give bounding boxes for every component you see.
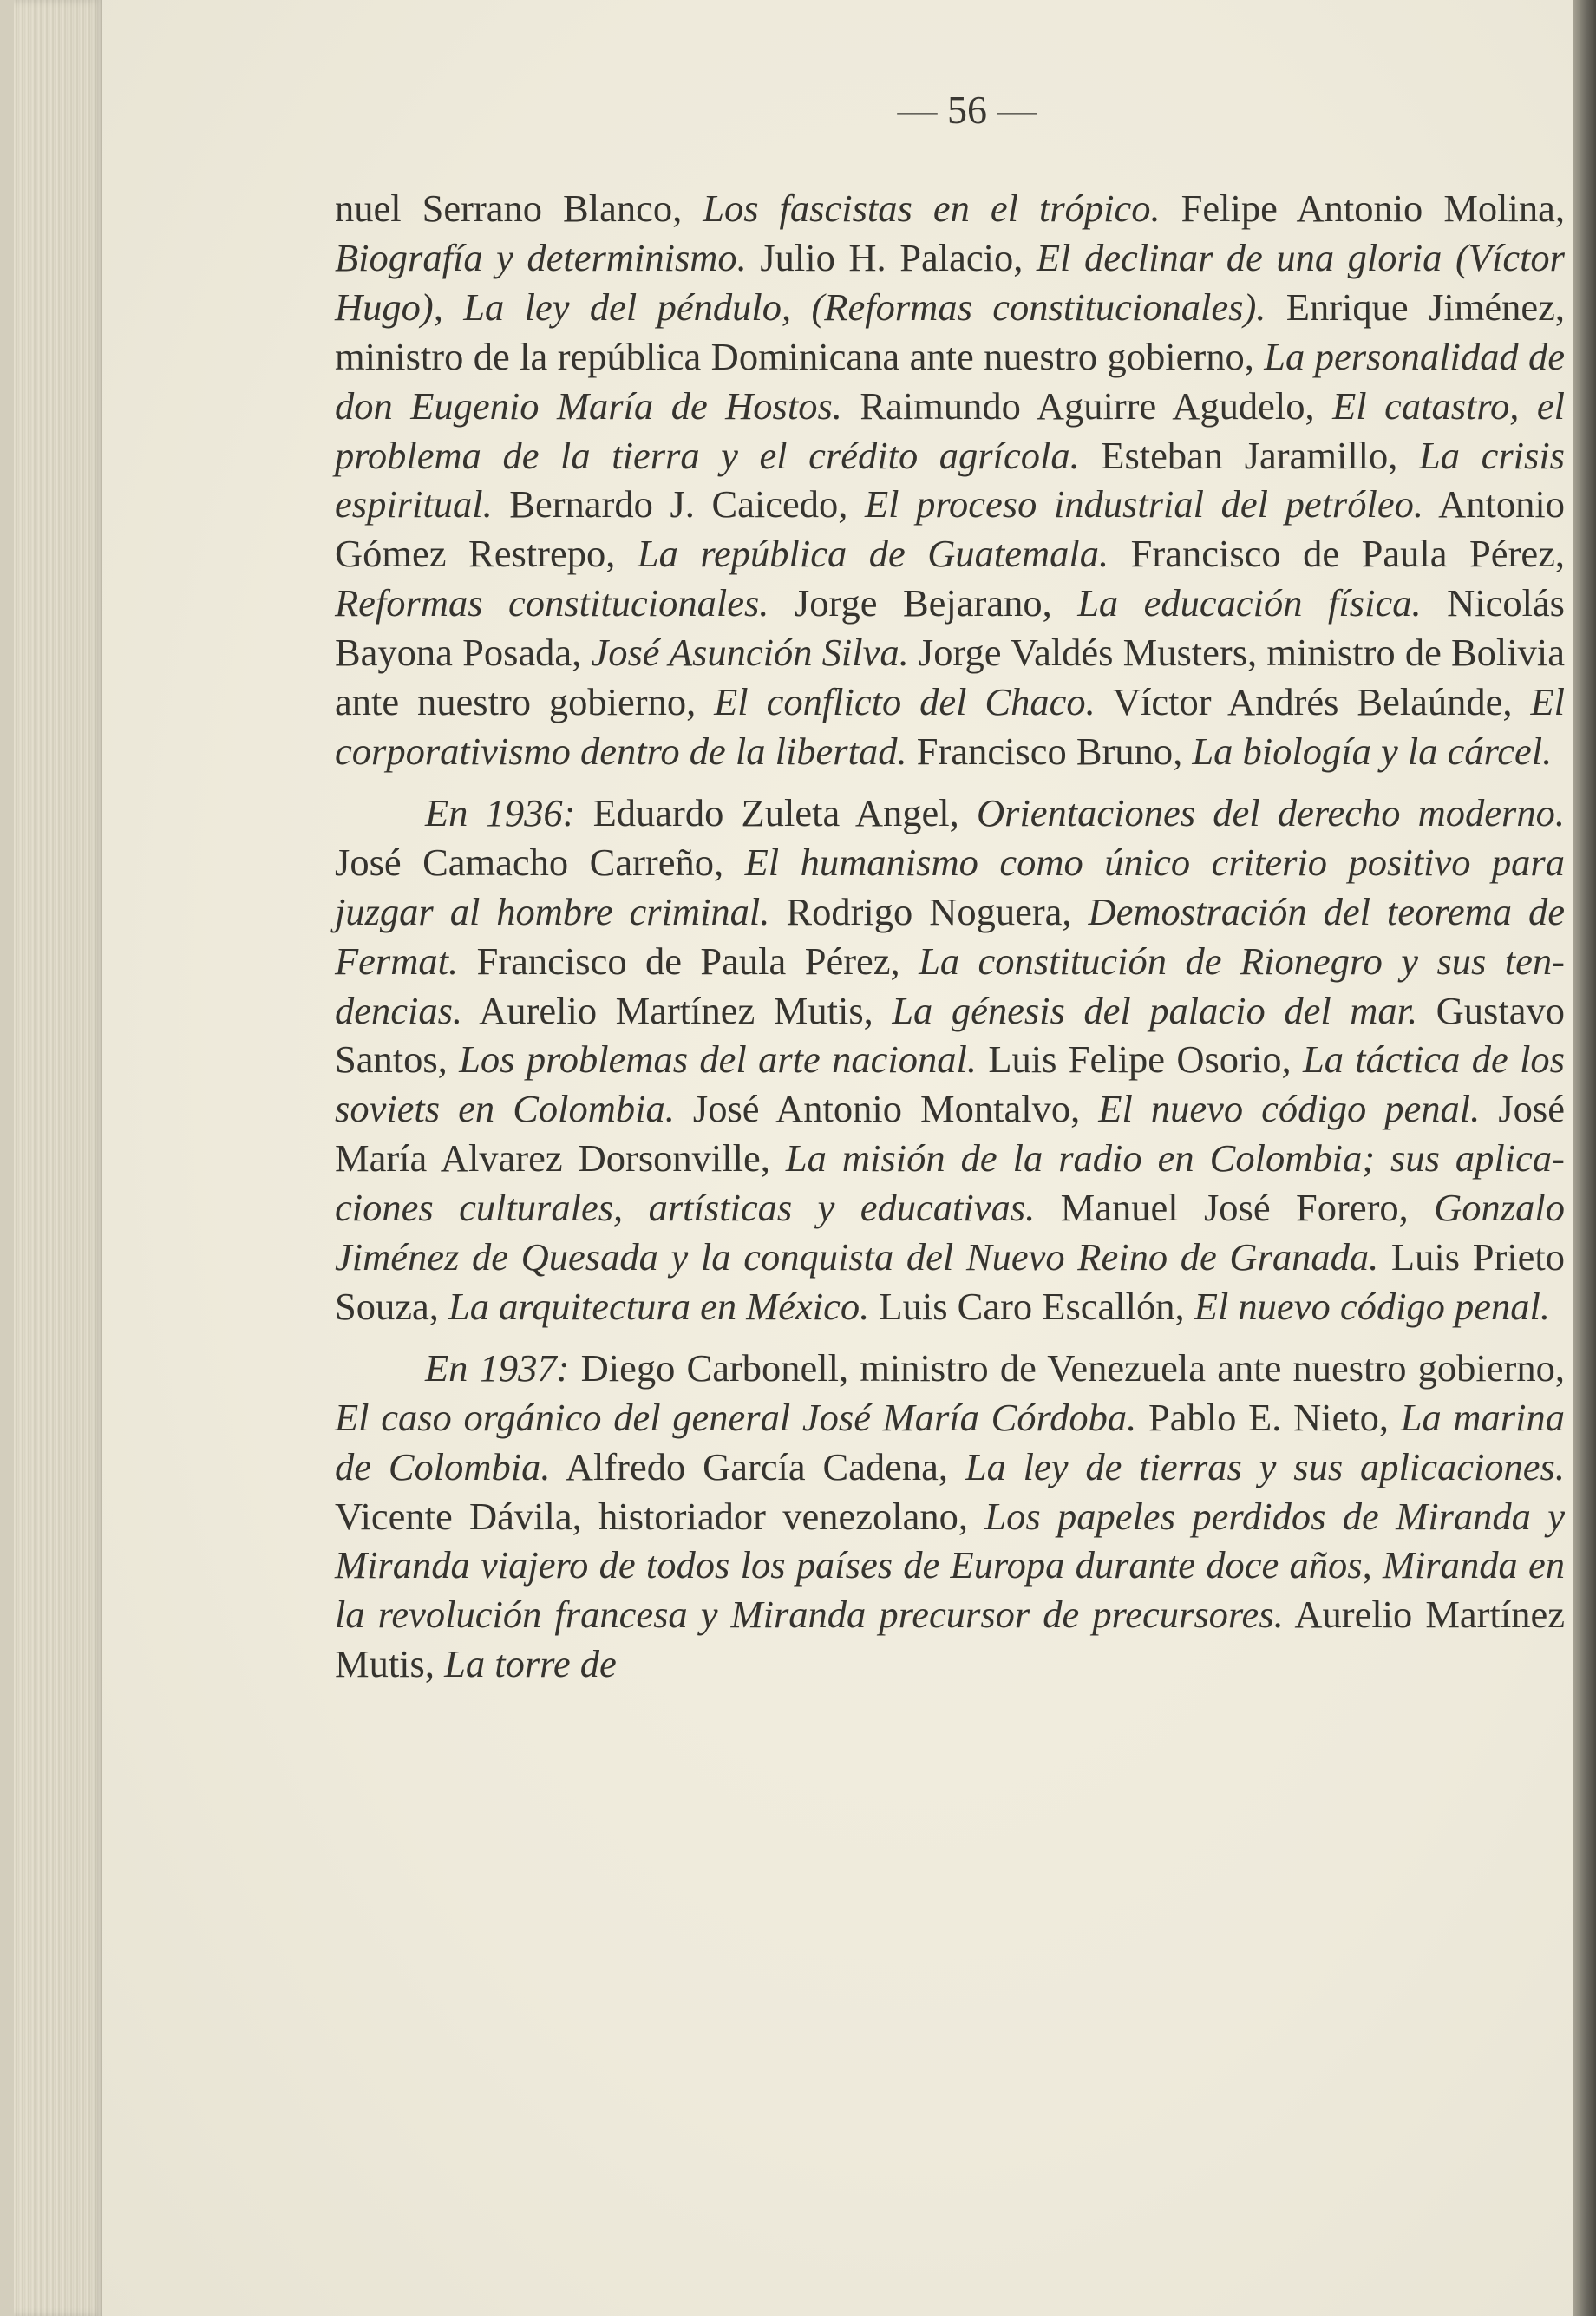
work-title: Los problemas del arte nacional. — [459, 1037, 977, 1082]
work-title: La ley de tierras y sus aplicaciones. — [965, 1444, 1565, 1488]
text-segment: Jorge Valdés Musters, ministro de Bolivia ante nuestro gobierno, — [335, 631, 1566, 724]
work-title: La personalidad de don Eugenio María de Hostos. — [335, 334, 1565, 428]
work-title: La crisis espiritual. — [335, 433, 1565, 527]
work-title: El humanismo como único criterio positivo para juzgar al hombre criminal. — [335, 840, 1565, 933]
work-title: El proceso industrial del petróleo. — [865, 482, 1423, 527]
work-title: La táctica de los soviets en Colombia. — [335, 1037, 1566, 1131]
text-segment: Manuel José Forero, — [1035, 1186, 1435, 1230]
work-title: Biografía y determinismo. — [335, 235, 747, 279]
text-segment: Gustavo Santos, — [335, 988, 1565, 1082]
work-title: Gonzalo Jiménez de Quesada y la conquista del Nuevo Reino de Granada. — [335, 1186, 1565, 1279]
work-title: Los fascistas en el trópico. — [703, 186, 1161, 230]
paragraph-1 — [335, 184, 1565, 776]
work-title: La arquitectura en México. — [448, 1284, 870, 1328]
text-segment: Julio H. Palacio, — [746, 235, 1037, 279]
text-segment: Rodrigo Noguera, — [769, 889, 1089, 933]
text-segment: Alfredo García Cadena, — [550, 1444, 965, 1488]
text-segment: Jorge Bejarano, — [769, 581, 1078, 625]
text-segment: Eduardo Zuleta Angel, — [575, 790, 977, 834]
text-segment: Aurelio Martínez Mutis, — [462, 988, 893, 1032]
work-title: Reformas constitucionales. — [335, 581, 769, 625]
work-title: La torre de — [444, 1642, 617, 1686]
work-title: El declinar de una gloria (Víctor Hugo), La ley del péndulo, (Reformas constitucionales). — [335, 235, 1566, 329]
work-title: Demostración del teorema de Fermat. — [335, 889, 1565, 983]
work-title: La biología y la cárcel. — [1192, 729, 1553, 773]
body-text — [335, 184, 1565, 1689]
work-title: La república de Guatemala. — [637, 532, 1109, 576]
text-segment: José María Alvarez Dorsonville, — [335, 1087, 1565, 1181]
year-heading: En 1936: — [425, 790, 576, 834]
text-segment: Francisco de Paula Pérez, — [1109, 532, 1566, 576]
work-title: José Asunción Silva. — [591, 631, 909, 675]
text-segment: Esteban Jaramillo, — [1079, 433, 1419, 477]
text-segment: Bernardo J. Caicedo, — [492, 482, 865, 527]
work-title: La constitución de Rionegro y sus tendencias. — [335, 939, 1565, 1032]
work-title: El corporativismo dentro de la libertad. — [335, 680, 1565, 773]
work-title: El caso orgánico del general José María Córdoba. — [335, 1395, 1137, 1439]
work-title: La misión de la radio en Colombia; sus aplicaciones culturales, artísticas y educativas. — [335, 1136, 1565, 1230]
work-title: El nuevo código penal. — [1098, 1087, 1481, 1131]
work-title: El catastro, el problema de la tierra y el crédito agrícola. — [335, 383, 1566, 477]
work-title: El conflicto del Chaco. — [714, 680, 1096, 724]
text-segment: Víctor Andrés Belaúnde, — [1095, 680, 1531, 724]
work-title: La marina de Colombia. — [335, 1395, 1565, 1488]
book-page-stack-left — [0, 0, 102, 2316]
text-segment: Felipe Antonio Molina, — [1160, 186, 1565, 230]
text-segment: Luis Caro Escallón, — [869, 1284, 1194, 1328]
text-segment: Aurelio Martínez Mutis, — [335, 1593, 1565, 1686]
text-segment: José Camacho Carreño, — [335, 840, 745, 884]
text-segment: Diego Carbonell, ministro de Venezuela ante nuestro gobierno, — [569, 1345, 1565, 1390]
text-segment: Vicente Dávila, historiador venezolano, — [335, 1494, 985, 1538]
work-title: Los papeles perdidos de Miranda y Miranda viajero de todos los países de Europa durante doce años, Miranda en la revolución francesa y Miranda precursor de precursores. — [335, 1494, 1565, 1637]
work-title: La educación física. — [1077, 581, 1422, 625]
text-segment: Enrique Jiménez, ministro de la república Dominicana ante nuestro gobierno, — [335, 285, 1565, 378]
paragraph-1937 — [335, 1344, 1565, 1689]
text-segment: Luis Prieto Souza, — [335, 1235, 1565, 1328]
text-segment: Francisco Bruno, — [906, 729, 1193, 773]
work-title: El nuevo código penal. — [1194, 1284, 1551, 1328]
book-edge-shadow — [0, 0, 14, 2316]
work-title: La génesis del palacio del mar. — [892, 988, 1418, 1032]
year-heading: En 1937: — [425, 1345, 570, 1390]
paragraph-1936 — [335, 788, 1565, 1331]
text-segment: Nicolás Bayona Posada, — [335, 581, 1566, 675]
page-number: — 56 — — [897, 88, 1037, 132]
book-binding-shadow-right — [1573, 0, 1596, 2316]
text-segment: José Antonio Montalvo, — [674, 1087, 1099, 1131]
text-segment: Raimundo Aguirre Agudelo, — [841, 383, 1333, 428]
text-segment: Francisco de Paula Pérez, — [458, 939, 919, 983]
work-title: Orientaciones del derecho moderno. — [976, 790, 1565, 834]
text-segment: Antonio Gómez Restrepo, — [335, 482, 1565, 576]
text-segment: Luis Felipe Osorio, — [976, 1037, 1303, 1082]
text-segment: nuel Serrano Blanco, — [335, 186, 703, 230]
text-segment: Pablo E. Nieto, — [1136, 1395, 1401, 1439]
